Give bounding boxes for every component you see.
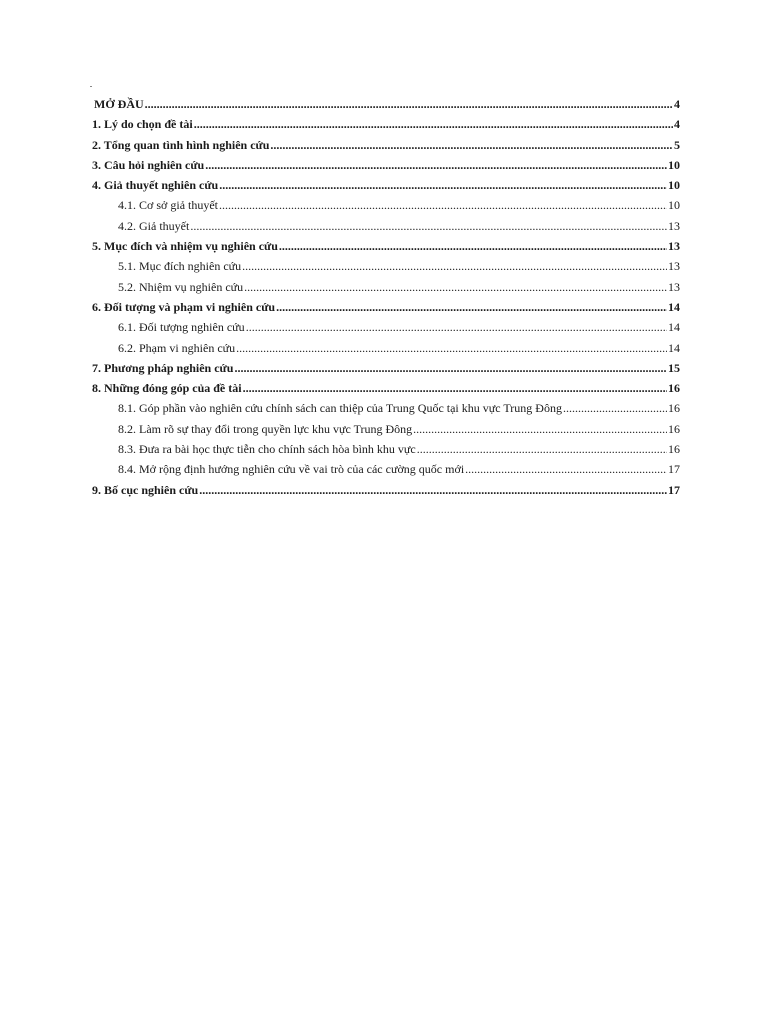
toc-dot-leader	[246, 317, 667, 337]
toc-dot-leader	[270, 135, 673, 155]
toc-entry-page: 4	[674, 117, 680, 132]
toc-entry-page: 14	[668, 299, 680, 314]
toc-dot-leader	[236, 338, 667, 358]
toc-entry-page: 10	[668, 178, 680, 193]
toc-entry-title: 5.1. Mục đích nghiên cứu	[118, 259, 242, 274]
toc-entry-title: 2. Tổng quan tình hình nghiên cứu	[92, 137, 270, 152]
toc-entry-page: 14	[668, 320, 680, 335]
toc-subentry[interactable]	[92, 419, 680, 439]
toc-entry-page: 16	[668, 442, 680, 457]
toc-dot-leader	[194, 114, 673, 134]
toc-entry-title: 9. Bố cục nghiên cứu	[92, 482, 199, 497]
toc-entry[interactable]	[92, 378, 680, 398]
toc-entry-page: 14	[668, 340, 680, 355]
toc-entry[interactable]	[92, 135, 680, 155]
toc-dot-leader	[199, 480, 667, 500]
toc-entry-title: 5.2. Nhiệm vụ nghiên cứu	[118, 279, 244, 294]
toc-dot-leader	[234, 358, 667, 378]
toc-entry-page: 17	[668, 462, 680, 477]
toc-entry-page: 15	[668, 360, 680, 375]
toc-subentry[interactable]	[92, 398, 680, 418]
toc-dot-leader	[244, 277, 667, 297]
toc-entry-page: 13	[668, 218, 680, 233]
toc-entry-title: 4. Giả thuyết nghiên cứu	[92, 178, 219, 193]
toc-entry-title: 8.1. Góp phần vào nghiên cứu chính sách can thiệp của Trung Quốc tại khu vực Trung Đông	[118, 401, 562, 416]
toc-subentry[interactable]	[92, 317, 680, 337]
toc-entry-page: 13	[668, 279, 680, 294]
toc-entry-title: 8. Những đóng góp của đề tài	[92, 381, 242, 396]
toc-entry-title: MỞ ĐẦU	[94, 97, 144, 111]
toc-entry-title: 6. Đối tượng và phạm vi nghiên cứu	[92, 299, 276, 314]
toc-dot-leader	[219, 175, 667, 195]
toc-subentry[interactable]	[92, 277, 680, 297]
toc-entry-title: 8.3. Đưa ra bài học thực tiễn cho chính sách hòa bình khu vực	[118, 442, 416, 457]
toc-dot-leader	[242, 256, 667, 276]
toc-entry-page: 13	[668, 259, 680, 274]
toc-subentry[interactable]	[92, 216, 680, 236]
toc-entry-page: 17	[668, 482, 680, 497]
page-corner-mark	[90, 86, 92, 87]
toc-entry-title: 8.2. Làm rõ sự thay đổi trong quyền lực khu vực Trung Đông	[118, 421, 413, 436]
toc-dot-leader	[205, 155, 667, 175]
toc-dot-leader	[190, 216, 667, 236]
toc-dot-leader	[219, 195, 667, 215]
toc-entry[interactable]	[92, 236, 680, 256]
toc-entry-page: 16	[668, 381, 680, 396]
toc-entry-title: 4.2. Giả thuyết	[118, 218, 190, 233]
toc-subentry[interactable]	[92, 338, 680, 358]
toc-dot-leader	[145, 94, 673, 114]
toc-entry-title: 4.1. Cơ sở giả thuyết	[118, 198, 219, 213]
toc-entry-page: 16	[668, 401, 680, 416]
toc-entry[interactable]	[92, 114, 680, 134]
toc-entry-page: 10	[668, 198, 680, 213]
toc-dot-leader	[413, 419, 667, 439]
toc-dot-leader	[243, 378, 667, 398]
toc-dot-leader	[563, 398, 667, 418]
toc-entry[interactable]	[92, 358, 680, 378]
toc-dot-leader	[417, 439, 667, 459]
toc-subentry[interactable]	[92, 195, 680, 215]
toc-entry-title: 1. Lý do chọn đề tài	[92, 117, 193, 132]
table-of-contents	[92, 94, 680, 500]
toc-entry-title: 3. Câu hỏi nghiên cứu	[92, 157, 205, 172]
toc-subentry[interactable]	[92, 459, 680, 479]
toc-entry[interactable]	[92, 155, 680, 175]
toc-entry-title: 6.1. Đối tượng nghiên cứu	[118, 320, 245, 335]
toc-entry-title: 6.2. Phạm vi nghiên cứu	[118, 340, 236, 355]
toc-entry-page: 16	[668, 421, 680, 436]
toc-entry-title: 8.4. Mở rộng định hướng nghiên cứu về vai trò của các cường quốc mới	[118, 462, 465, 477]
toc-entry-page: 5	[674, 137, 680, 152]
toc-entry-title: 7. Phương pháp nghiên cứu	[92, 360, 234, 375]
toc-dot-leader	[276, 297, 667, 317]
toc-subentry[interactable]	[92, 439, 680, 459]
toc-dot-leader	[279, 236, 667, 256]
toc-entry[interactable]	[92, 175, 680, 195]
toc-entry[interactable]	[92, 480, 680, 500]
toc-subentry[interactable]	[92, 256, 680, 276]
toc-entry-page: 4	[674, 97, 680, 111]
toc-entry-page: 13	[668, 239, 680, 254]
toc-entry-page: 10	[668, 157, 680, 172]
toc-entry-title: 5. Mục đích và nhiệm vụ nghiên cứu	[92, 239, 278, 254]
toc-entry[interactable]	[92, 297, 680, 317]
toc-entry[interactable]	[92, 94, 680, 114]
toc-dot-leader	[465, 459, 667, 479]
